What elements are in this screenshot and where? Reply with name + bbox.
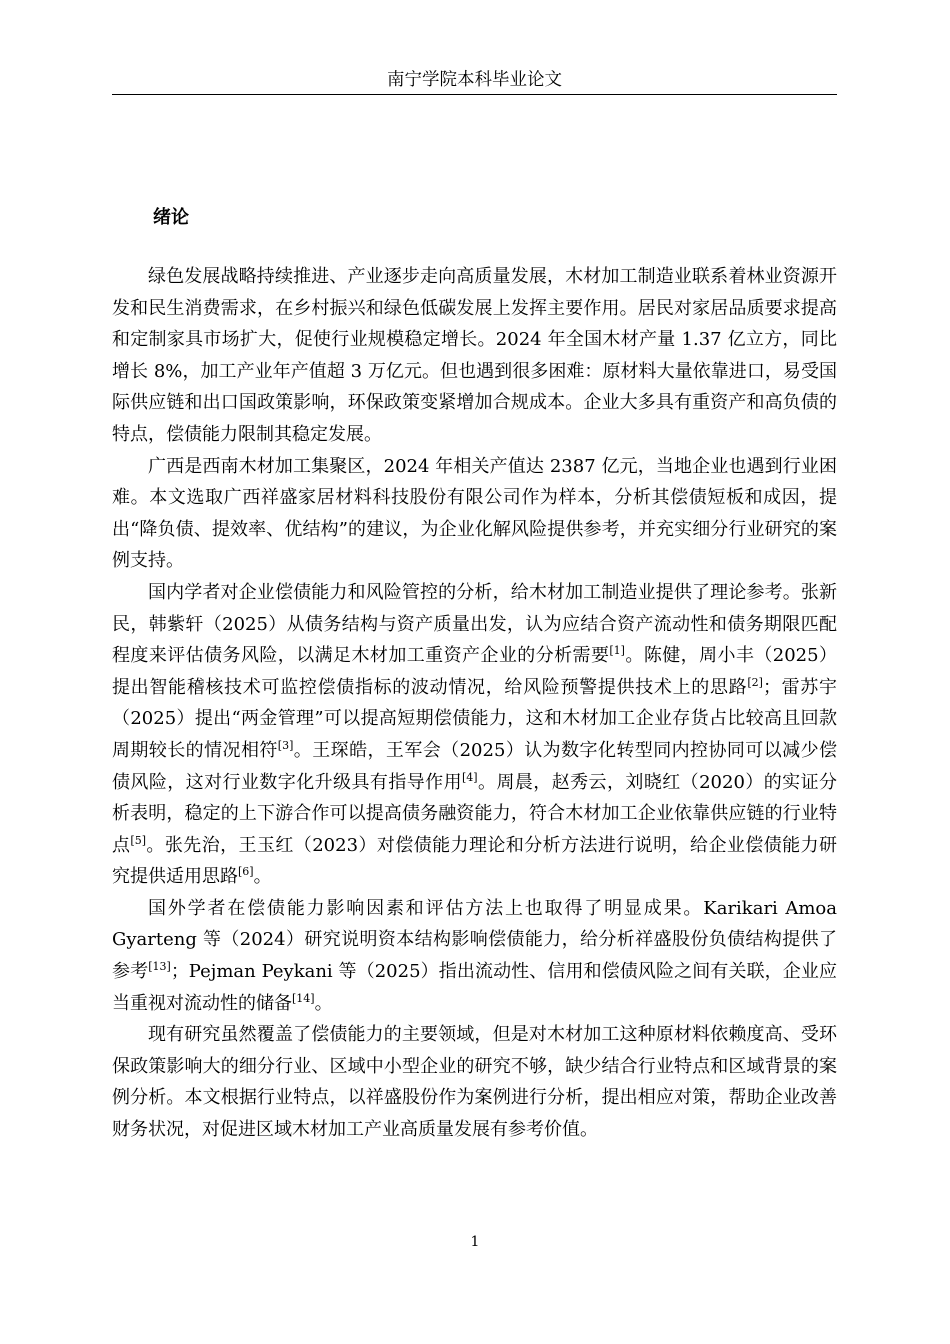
paragraph-text: 广西是西南木材加工集聚区，2024 年相关产值达 2387 亿元，当地企业也遇到行业困难。本文选取广西祥盛家居材料科技股份有限公司作为样本，分析其偿债短板和成因，提出“降负债、提效率、优结构”的建议，为企业化解风险提供参考，并充实细分行业研究的案例支持。 — [112, 455, 837, 572]
paragraph — [112, 451, 837, 577]
citation-ref: [5] — [130, 833, 147, 847]
citation-ref: [2] — [747, 675, 763, 689]
page-number: 1 — [470, 1234, 480, 1250]
paragraph-text: ；Pejman Peykani 等（2025）指出流动性、信用和偿债风险之间有关联，企业应当重视对流动性的储备 — [112, 961, 837, 1014]
paragraph — [112, 893, 837, 1019]
paragraph-text: 现有研究虽然覆盖了偿债能力的主要领域，但是对木材加工这种原材料依赖度高、受环保政策影响大的细分行业、区域中小型企业的研究不够，缺少结合行业特点和区域背景的案例分析。本文根据行业特点，以祥盛股份作为案例进行分析，提出相应对策，帮助企业改善财务状况，对促进区域木材加工产业高质量发展有参考价值。 — [112, 1024, 837, 1141]
section-title: 绪论 — [153, 207, 189, 228]
citation-ref: [1] — [609, 644, 625, 658]
paragraph-text: 。 — [314, 992, 333, 1014]
citation-ref: [4] — [462, 770, 478, 784]
paragraph — [112, 577, 837, 893]
paragraph-text: ；雷苏宇（2025）提出“两金管理”可以提高短期偿债能力，这和木材加工企业存货占比较高且回款周期较长的情况相符 — [112, 676, 837, 761]
citation-ref: [3] — [277, 738, 294, 752]
paragraph-text: 。王琛皓，王军会（2025）认为数字化转型同内控协同可以减少偿债风险，这对行业数字化升级具有指导作用 — [112, 739, 837, 793]
paragraph — [112, 1019, 837, 1145]
paragraph-text: 国外学者在偿债能力影响因素和评估方法上也取得了明显成果。Karikari Amoa Gyarteng 等（2024）研究说明资本结构影响偿债能力，给分析祥盛股份负债结构提供了参考 — [112, 897, 837, 983]
citation-ref: [6] — [238, 865, 254, 879]
citation-ref: [14] — [292, 991, 315, 1005]
running-header: 南宁学院本科毕业论文 — [387, 70, 562, 90]
paragraph-text: 。 — [253, 866, 272, 888]
paragraph-text: 。周晨，赵秀云，刘晓红（2020）的实证分析表明，稳定的上下游合作可以提高债务融资能力，符合木材加工企业依靠供应链的行业特点 — [112, 771, 838, 856]
header-rule — [112, 94, 837, 95]
paragraph-text: 。张先治，王玉红（2023）对偿债能力理论和分析方法进行说明，给企业偿债能力研究提供适用思路 — [112, 834, 837, 888]
citation-ref: [13] — [148, 960, 171, 974]
body-text — [112, 261, 837, 1146]
paragraph-text: 。陈健，周小丰（2025）提出智能稽核技术可监控偿债指标的波动情况，给风险预警提供技术上的思路 — [112, 645, 838, 698]
paragraph-text: 国内学者对企业偿债能力和风险管控的分析，给木材加工制造业提供了理论参考。张新民，韩紫轩（2025）从债务结构与资产质量出发，认为应结合资产流动性和债务期限匹配程度来评估债务风险，以满足木材加工重资产企业的分析需要 — [112, 581, 837, 667]
paragraph-text: 绿色发展战略持续推进、产业逐步走向高质量发展，木材加工制造业联系着林业资源开发和民生消费需求，在乡村振兴和绿色低碳发展上发挥主要作用。居民对家居品质要求提高和定制家具市场扩大，促使行业规模稳定增长。2024 年全国木材产量 1.37 亿立方，同比增长 8%，加工产业年产值超 3 万亿元。但也遇到很多困难：原材料大量依靠进口，易受国际供应链和出口国政策影响，环保政策变紧增加合规成本。企业大多具有重资产和高负债的特点，偿债能力限制其稳定发展。 — [112, 266, 837, 445]
paragraph — [112, 261, 837, 451]
